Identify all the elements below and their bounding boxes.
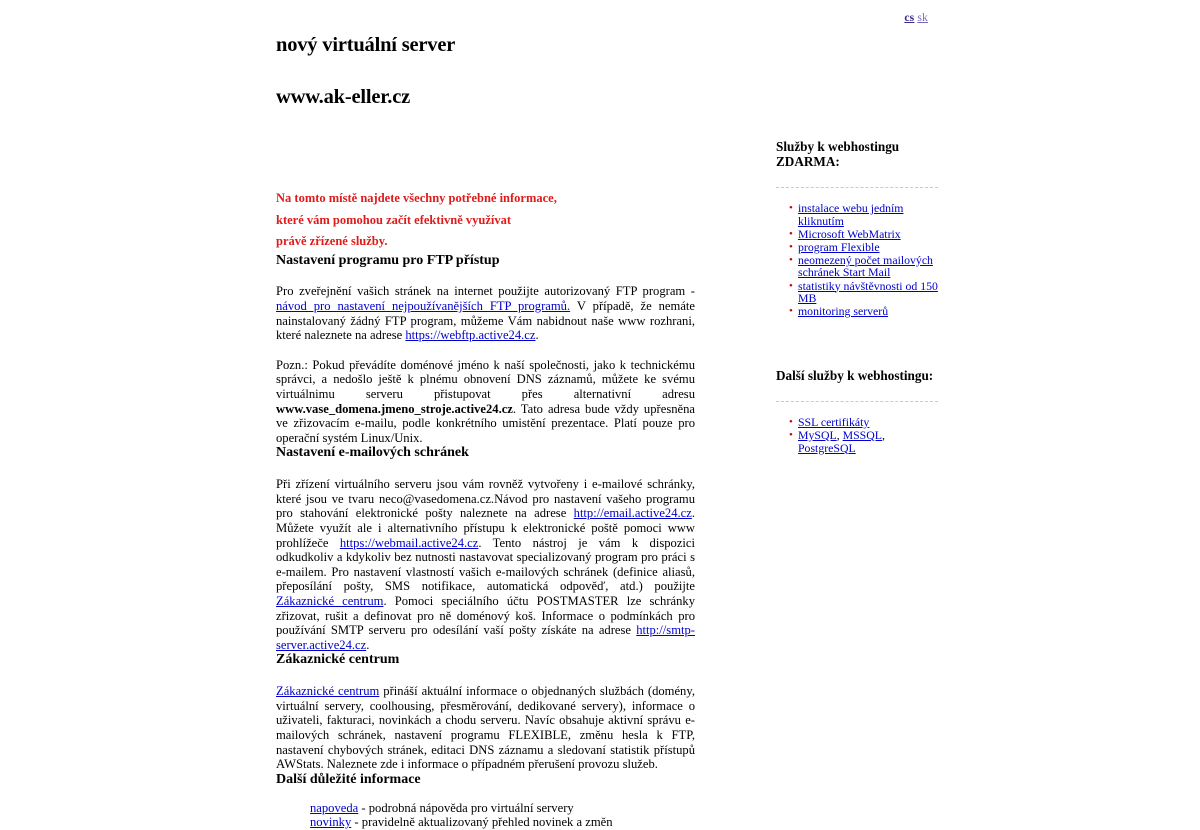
sidebar-item-databases[interactable] bbox=[789, 427, 938, 455]
link-zakaznicke-centrum-mail[interactable]: Zákaznické centrum bbox=[276, 593, 384, 608]
sidebar-list-free-services bbox=[776, 202, 938, 318]
ftp-p1-text-b: V případě, že nemáte nainstalovaný žádný FTP program, můžeme Vám nabidnout naše www rozhrani, které naleznete na adrese bbox=[276, 299, 695, 343]
sidebar-divider-2 bbox=[776, 401, 938, 402]
bullet-icon: • bbox=[789, 415, 793, 428]
bullet-icon: • bbox=[789, 240, 793, 253]
sidebar-list-other-services bbox=[776, 416, 938, 454]
section-heading-mail: Nastavení e-mailových schránek bbox=[276, 445, 469, 461]
section-heading-dalsi-informace: Další důležité informace bbox=[276, 771, 421, 787]
sidebar-heading-line-1: Služby k webhostingu bbox=[776, 139, 900, 154]
sidebar-link-ssl[interactable]: SSL certifikáty bbox=[798, 414, 870, 429]
sidebar-block-other-services bbox=[776, 368, 938, 454]
intro-line-2: které vám pomohou začít efektivně využívat bbox=[276, 212, 512, 227]
sidebar bbox=[776, 0, 938, 455]
ftp-paragraph-2 bbox=[276, 358, 695, 446]
mail-p1-text-e: . bbox=[366, 637, 370, 652]
link-ftp-guide[interactable]: návod pro nastavení nejpoužívanějších FTP programů. bbox=[276, 299, 571, 314]
lang-link-cs[interactable]: cs bbox=[904, 12, 915, 24]
mail-p1-text-b: . Můžete využít ale i alternativního přístupu k elektronické poště pomoci www prohlížeče bbox=[276, 506, 695, 550]
section-heading-zakaznicke-centrum: Zákaznické centrum bbox=[276, 652, 400, 668]
ftp-p2-text-a: Pozn.: Pokud převádíte doménové jméno k naší společnosti, jako k technickému správci, a nedošlo ještě k plnému obnovení DNS záznamů, můžete ke svému virtuálnimu serveru přistupovat přes alternativní adresu bbox=[276, 357, 695, 402]
intro-line-3: právě zřízené služby. bbox=[276, 234, 388, 249]
sidebar-item-instalace-webu[interactable] bbox=[789, 201, 938, 228]
sidebar-block-free-services bbox=[776, 139, 938, 318]
sidebar-item-start-mail[interactable] bbox=[789, 252, 938, 280]
separator-1: , bbox=[836, 427, 843, 442]
sidebar-link-statistiky[interactable]: statistiky návštěvnosti od 150 MB bbox=[798, 278, 938, 306]
napoveda-description: - podrobná nápověda pro virtuální servery bbox=[358, 800, 574, 815]
sidebar-link-flexible[interactable]: program Flexible bbox=[798, 239, 880, 254]
novinky-description: - pravidelně aktualizovaný přehled novinek a změn bbox=[351, 815, 613, 830]
page-title: nový virtuální server bbox=[276, 34, 456, 56]
bullet-icon: • bbox=[789, 305, 793, 318]
link-webmail-active24[interactable]: https://webmail.active24.cz bbox=[339, 535, 479, 550]
link-novinky[interactable]: novinky bbox=[310, 815, 352, 830]
bullet-icon: • bbox=[789, 279, 793, 292]
sidebar-link-postgresql[interactable]: PostgreSQL bbox=[798, 440, 856, 455]
mail-p1-text-c: . Tento nástroj je vám k dispozici odkudkoliv a kdykoliv bez nutnosti nastavovat specializovaný program pro práci s e-mailem. Pro nastavení vlastností vašich e-mailových schránek (definice aliasů, přeposílání pošty, SMS notifikace, automatická odpověď, atd.) použijte bbox=[276, 535, 696, 594]
intro-message bbox=[276, 188, 695, 253]
link-email-active24[interactable]: http://email.active24.cz bbox=[573, 506, 692, 521]
sidebar-item-monitoring[interactable] bbox=[789, 304, 938, 319]
link-napoveda[interactable]: napoveda bbox=[310, 800, 359, 815]
sidebar-link-start-mail[interactable]: neomezený počet mailových schránek Start Mail bbox=[798, 252, 933, 280]
bullet-icon: • bbox=[789, 428, 793, 441]
sidebar-link-mssql[interactable]: MSSQL bbox=[842, 427, 882, 442]
sidebar-heading-line-2: ZDARMA: bbox=[776, 154, 840, 169]
ftp-p2-text-b: . Tato adresa bude vždy upřesněna ve zřizovacím e-mailu, podle konkrétního umistění prezentace. Platí pouze pro operační systém Linux/Unix. bbox=[276, 401, 695, 445]
bullet-icon: • bbox=[789, 202, 793, 214]
sidebar-link-webmatrix[interactable]: Microsoft WebMatrix bbox=[798, 226, 901, 241]
sidebar-link-monitoring[interactable]: monitoring serverů bbox=[798, 304, 889, 319]
mail-p1-text-a: Při zřízení virtuálního serveru jsou vám rovněž vytvořeny i e-mailové schránky, které jsou ve tvaru neco@vasedomena.cz.Návod pro nastavení vašeho programu pro stahování elektronické pošty naleznete na adrese bbox=[276, 477, 695, 521]
section-heading-ftp: Nastavení programu pro FTP přístup bbox=[276, 252, 500, 268]
sidebar-link-instalace-webu[interactable]: instalace webu jedním kliknutím bbox=[798, 201, 904, 228]
list-item bbox=[310, 815, 695, 830]
list-item bbox=[310, 801, 695, 816]
zakaznicke-p1-text-a: přináší aktuální informace o objednaných službách (domény, virtuální servery, coolhousing, přesměrování, dedikované servery), informace o uživateli, fakturaci, novinkách a chodu serveru. Navíc obsahuje aktivní správu e-mailových schránek, nastavení programu FLEXIBLE, změnu hesla k FTP, nastavení chybových stránek, editaci DNS záznamu a sledovaní statistik přístupů AWStats. Naleznete zde i informace o případném přerušení provozu služeb. bbox=[276, 684, 695, 772]
sidebar-heading-free-services bbox=[776, 139, 938, 169]
sidebar-link-mysql[interactable]: MySQL bbox=[798, 427, 837, 442]
bullet-icon: • bbox=[789, 227, 793, 240]
sidebar-item-webmatrix[interactable] bbox=[789, 226, 938, 241]
link-smtp-server[interactable]: http://smtp-server.active24.cz bbox=[276, 623, 695, 652]
link-webftp[interactable]: https://webftp.active24.cz bbox=[405, 328, 536, 343]
info-link-list bbox=[276, 801, 695, 830]
sidebar-divider-1 bbox=[776, 187, 938, 188]
ftp-p1-text-a: Pro zveřejnění vašich stránek na internet použijte autorizovaný FTP program - bbox=[276, 284, 695, 299]
ftp-p1-text-c: . bbox=[535, 328, 539, 343]
page-domain-title: www.ak-eller.cz bbox=[276, 85, 411, 108]
sidebar-item-ssl[interactable] bbox=[789, 414, 938, 429]
mail-p1-text-d: . Pomoci speciálního účtu POSTMASTER lze schránky zřizovat, rušit a definovat pro ně doménový koš. Informace o podmínkách pro používání SMTP serveru pro odesílání vaší pošty získáte na adrese bbox=[276, 593, 695, 638]
sidebar-item-statistiky[interactable] bbox=[789, 278, 938, 306]
ftp-paragraph-1 bbox=[276, 284, 695, 342]
mail-paragraph-1 bbox=[276, 477, 695, 652]
sidebar-heading-other-services: Další služby k webhostingu: bbox=[776, 367, 934, 383]
zakaznicke-paragraph-1 bbox=[276, 684, 695, 772]
ftp-alternative-domain: www.vase_domena.jmeno_stroje.active24.cz bbox=[276, 401, 513, 416]
lang-link-sk[interactable]: sk bbox=[917, 12, 928, 24]
sidebar-item-flexible[interactable] bbox=[789, 239, 938, 254]
intro-line-1: Na tomto místě najdete všechny potřebné informace, bbox=[276, 191, 557, 206]
bullet-icon: • bbox=[789, 253, 793, 266]
link-zakaznicke-centrum[interactable]: Zákaznické centrum bbox=[276, 684, 380, 699]
separator-2: , bbox=[881, 427, 885, 442]
main-content bbox=[276, 0, 695, 830]
